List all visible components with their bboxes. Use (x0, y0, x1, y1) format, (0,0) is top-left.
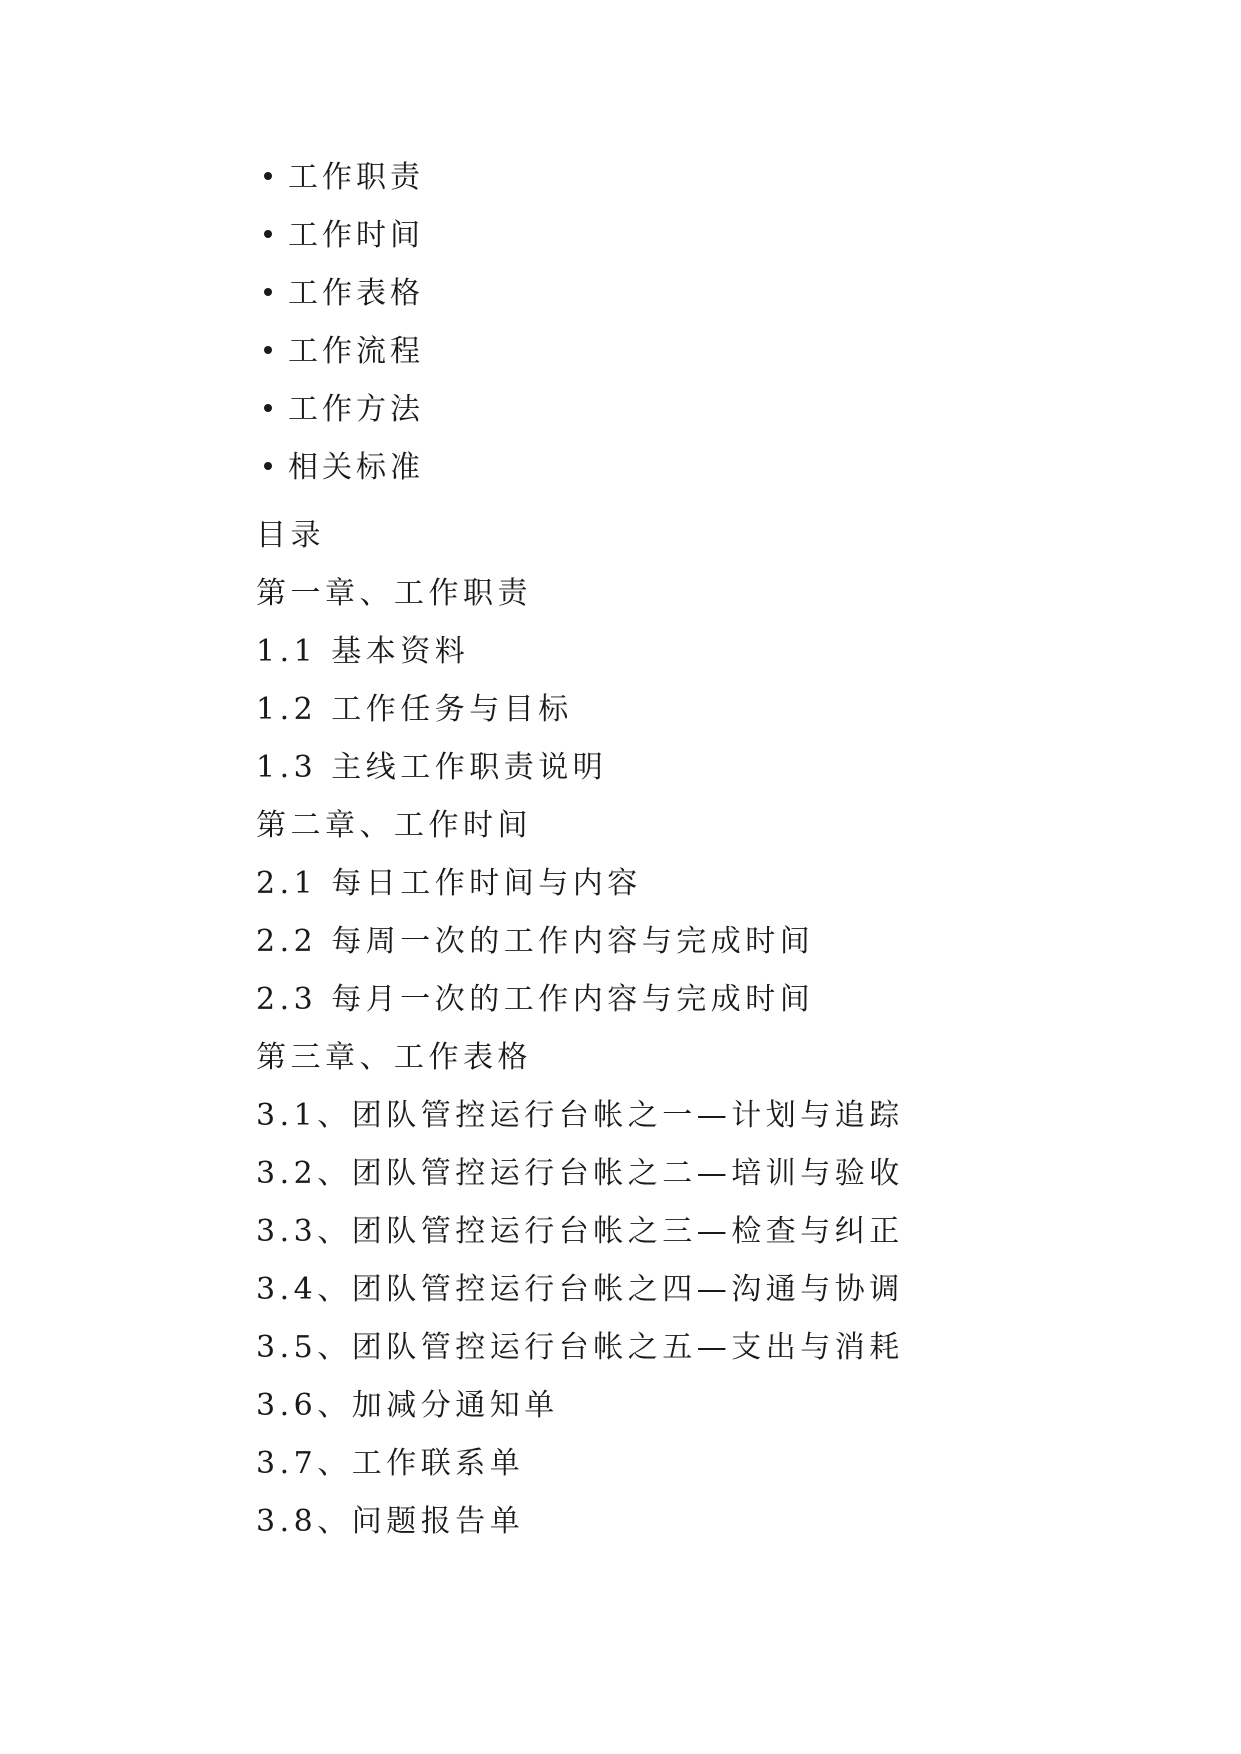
toc-entry: 3.8、问题报告单 (256, 1504, 525, 1539)
toc-entry: 3.5、团队管控运行台帐之五—支出与消耗 (256, 1330, 904, 1365)
toc-entry: 3.2、团队管控运行台帐之二—培训与验收 (256, 1156, 904, 1191)
table-of-contents (256, 516, 904, 1560)
toc-entry: 1.2 工作任务与目标 (256, 692, 573, 727)
bullet-dot-icon (264, 346, 272, 354)
toc-chapter-2: 第二章、工作时间 (256, 808, 532, 843)
toc-entry: 3.7、工作联系单 (256, 1446, 525, 1481)
bullet-item: 工作职责 (264, 158, 424, 216)
bullet-item: 工作流程 (264, 332, 424, 390)
toc-entry: 2.1 每日工作时间与内容 (256, 866, 642, 901)
bullet-item: 工作表格 (264, 274, 424, 332)
bullet-list (264, 158, 424, 506)
toc-chapter-3: 第三章、工作表格 (256, 1040, 532, 1075)
toc-entry: 3.1、团队管控运行台帐之一—计划与追踪 (256, 1098, 904, 1133)
toc-entry: 2.3 每月一次的工作内容与完成时间 (256, 982, 815, 1017)
toc-entry: 3.3、团队管控运行台帐之三—检查与纠正 (256, 1214, 904, 1249)
toc-entry: 2.2 每周一次的工作内容与完成时间 (256, 924, 815, 959)
bullet-item: 工作方法 (264, 390, 424, 448)
bullet-dot-icon (264, 462, 272, 470)
bullet-dot-icon (264, 172, 272, 180)
bullet-dot-icon (264, 404, 272, 412)
toc-entry: 3.6、加减分通知单 (256, 1388, 559, 1423)
toc-entry: 3.4、团队管控运行台帐之四—沟通与协调 (256, 1272, 904, 1307)
toc-entry: 1.3 主线工作职责说明 (256, 750, 608, 785)
bullet-dot-icon (264, 288, 272, 296)
toc-entry: 1.1 基本资料 (256, 634, 470, 669)
bullet-dot-icon (264, 230, 272, 238)
toc-title: 目录 (256, 518, 325, 553)
bullet-item: 工作时间 (264, 216, 424, 274)
toc-chapter-1: 第一章、工作职责 (256, 576, 532, 611)
bullet-item: 相关标准 (264, 448, 424, 506)
